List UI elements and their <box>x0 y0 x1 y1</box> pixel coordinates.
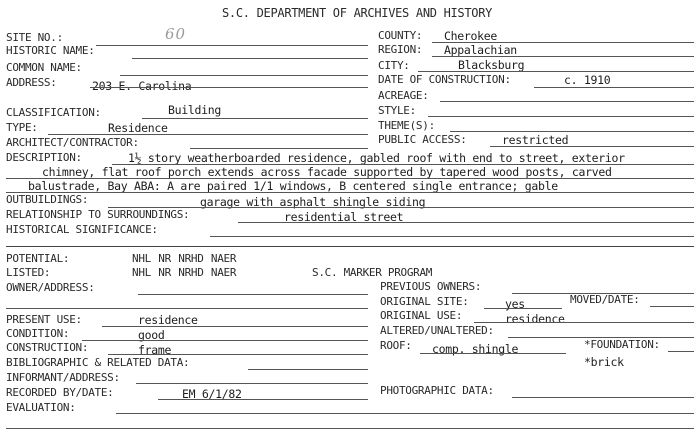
city-line <box>418 71 694 72</box>
recorded-by-line <box>158 399 368 400</box>
roof-label: ROOF: <box>380 339 412 352</box>
site-no-label: SITE NO.: <box>6 31 63 44</box>
relationship-line <box>238 222 694 223</box>
style-line <box>428 116 694 117</box>
date-construction-value: c. 1910 <box>564 73 611 87</box>
recorded-by-label: RECORDED BY/DATE: <box>6 386 114 399</box>
common-name-line <box>120 75 368 76</box>
altered-label: ALTERED/UNALTERED: <box>380 324 494 337</box>
condition-label: CONDITION: <box>6 327 70 340</box>
original-site-label: ORIGINAL SITE: <box>380 295 469 308</box>
region-line <box>432 56 694 57</box>
county-label: COUNTY: <box>378 29 423 42</box>
significance-line <box>210 236 694 237</box>
present-use-label: PRESENT USE: <box>6 313 82 326</box>
themes-line <box>450 131 694 132</box>
architect-label: ARCHITECT/CONTRACTOR: <box>6 136 139 149</box>
photographic-line <box>512 397 694 398</box>
listed-options: NHL NR NRHD NAER <box>132 266 237 279</box>
owner-label: OWNER/ADDRESS: <box>6 281 95 294</box>
evaluation-line-2 <box>6 428 694 429</box>
historic-name-line <box>132 58 368 59</box>
condition-line <box>82 340 368 341</box>
description-line-1: 1½ story weatherboarded residence, gabled roof with end to street, exterior <box>128 151 625 165</box>
historic-name-label: HISTORIC NAME: <box>6 44 95 57</box>
county-value: Cherokee <box>444 29 497 43</box>
roof-value: comp. shingle <box>432 342 519 356</box>
significance-label: HISTORICAL SIGNIFICANCE: <box>6 223 158 236</box>
owner-line <box>138 294 368 295</box>
moved-date-line <box>650 306 694 307</box>
evaluation-line <box>116 413 694 414</box>
informant-label: INFORMANT/ADDRESS: <box>6 371 120 384</box>
original-use-label: ORIGINAL USE: <box>380 309 463 322</box>
construction-label: CONSTRUCTION: <box>6 341 89 354</box>
city-label: CITY: <box>378 59 410 72</box>
type-value: Residence <box>108 121 168 135</box>
description-label: DESCRIPTION: <box>6 151 82 164</box>
construction-line <box>108 354 368 355</box>
classification-value: Building <box>168 103 221 117</box>
original-use-line <box>474 322 694 323</box>
address-value: 203 E. Carolina <box>92 79 192 93</box>
relationship-value: residential street <box>284 210 404 224</box>
original-use-value: residence <box>505 312 565 326</box>
site-no-line <box>96 45 368 46</box>
previous-owners-label: PREVIOUS OWNERS: <box>380 280 482 293</box>
condition-value: good <box>138 328 165 342</box>
type-label: TYPE: <box>6 121 38 134</box>
foundation-value: *brick <box>584 355 624 369</box>
themes-label: THEME(S): <box>378 119 435 132</box>
outbuildings-line <box>108 207 694 208</box>
evaluation-label: EVALUATION: <box>6 401 76 414</box>
classification-line <box>142 118 368 119</box>
acreage-label: ACREAGE: <box>378 89 429 102</box>
original-site-value: yes <box>505 297 525 311</box>
present-use-line <box>102 326 368 327</box>
marker-program-label: S.C. MARKER PROGRAM <box>312 266 433 279</box>
region-label: REGION: <box>378 43 423 56</box>
potential-label: POTENTIAL: <box>6 252 70 265</box>
potential-options: NHL NR NRHD NAER <box>132 252 237 265</box>
outbuildings-value: garage with asphalt shingle siding <box>200 195 426 209</box>
site-no-value: 60 <box>165 25 187 43</box>
foundation-line <box>668 351 694 352</box>
classification-label: CLASSIFICATION: <box>6 106 101 119</box>
relationship-label: RELATIONSHIP TO SURROUNDINGS: <box>6 208 190 221</box>
architect-line <box>190 148 368 149</box>
region-value: Appalachian <box>444 43 517 57</box>
moved-date-label: MOVED/DATE: <box>570 293 640 306</box>
original-site-line <box>484 308 562 309</box>
section-separator <box>6 246 694 247</box>
date-construction-line <box>534 87 694 88</box>
present-use-value: residence <box>138 313 198 327</box>
photographic-label: PHOTOGRAPHIC DATA: <box>380 384 494 397</box>
acreage-line <box>440 101 694 102</box>
description-line-3: balustrade, Bay ABA: A are paired 1/1 windows, B centered single entrance; gable <box>28 179 558 193</box>
description-rule-3 <box>6 192 694 193</box>
public-access-label: PUBLIC ACCESS: <box>378 133 467 146</box>
recorded-by-value: EM 6/1/82 <box>182 387 242 401</box>
bibliographic-line <box>248 369 368 370</box>
bibliographic-label: BIBLIOGRAPHIC & RELATED DATA: <box>6 356 190 369</box>
common-name-label: COMMON NAME: <box>6 61 82 74</box>
city-value: Blacksburg <box>458 58 525 72</box>
public-access-line <box>490 146 694 147</box>
style-label: STYLE: <box>378 104 416 117</box>
listed-label: LISTED: <box>6 266 51 279</box>
public-access-value: restricted <box>502 133 569 147</box>
address-label: ADDRESS: <box>6 76 57 89</box>
foundation-label: *FOUNDATION: <box>584 338 660 351</box>
construction-value: frame <box>138 343 172 357</box>
owner-line-2 <box>6 308 368 309</box>
address-line <box>90 87 368 88</box>
type-line <box>48 134 368 135</box>
date-construction-label: DATE OF CONSTRUCTION: <box>378 73 511 86</box>
description-line-2: chimney, flat roof porch extends across facade supported by tapered wood posts, carved <box>42 165 612 179</box>
informant-line <box>136 383 368 384</box>
outbuildings-label: OUTBUILDINGS: <box>6 193 89 206</box>
form-title: S.C. DEPARTMENT OF ARCHIVES AND HISTORY <box>222 6 493 20</box>
roof-line <box>420 353 566 354</box>
